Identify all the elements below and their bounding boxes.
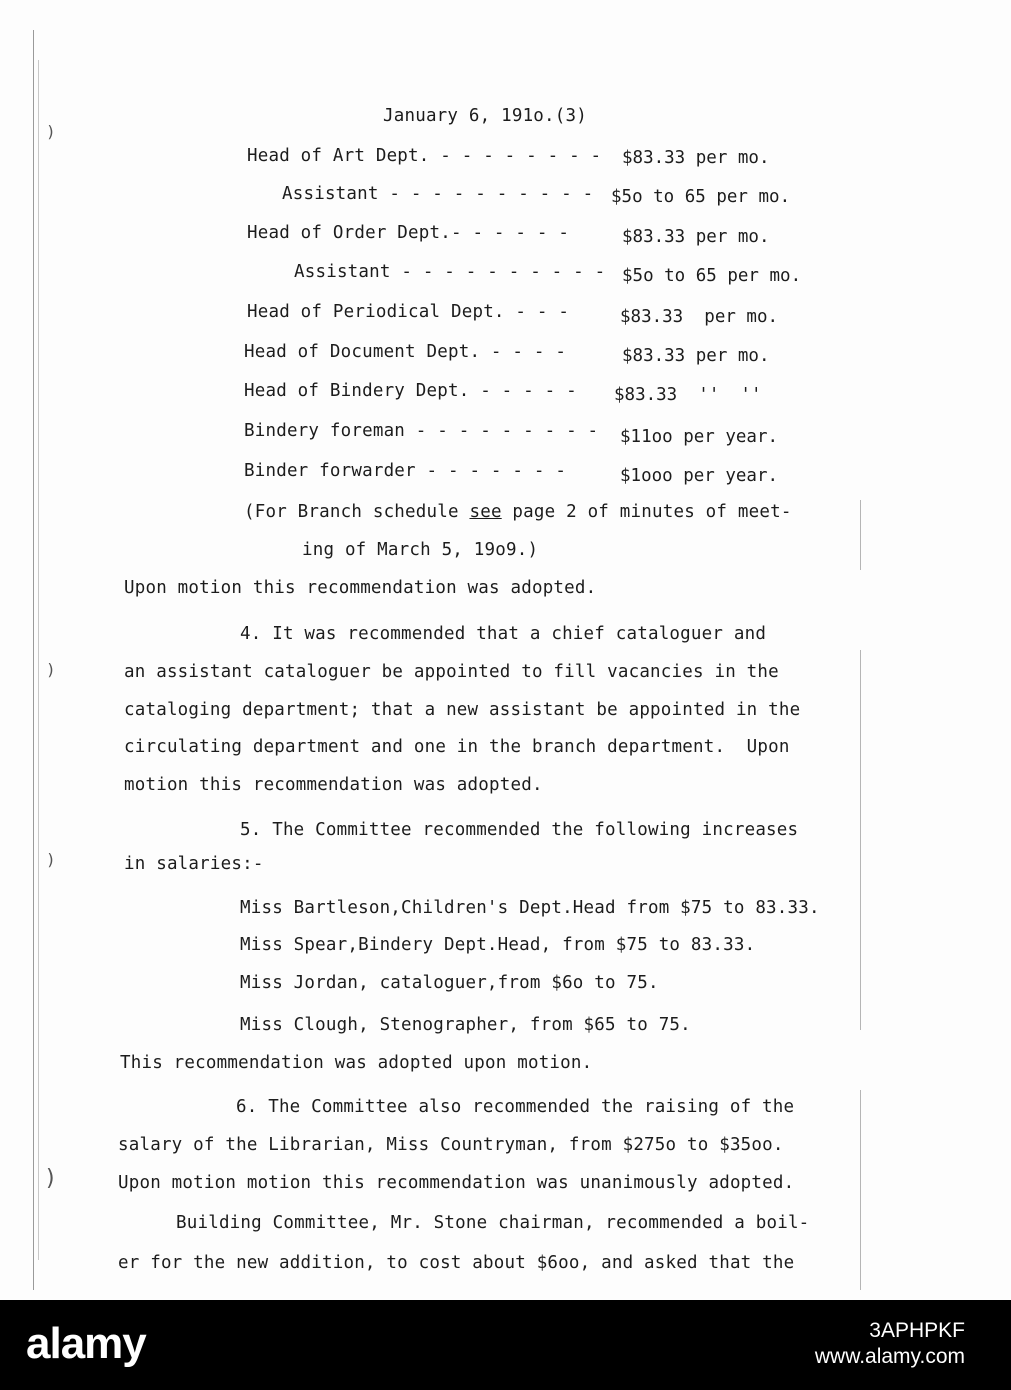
left-margin-rule — [33, 30, 34, 1290]
schedule-position: Assistant - - - - - - - - - - — [294, 262, 606, 282]
left-margin-rule-faint — [38, 60, 39, 1260]
building-line: Building Committee, Mr. Stone chairman, recommended a boil- — [176, 1213, 810, 1233]
branch-note-see: see — [469, 502, 502, 522]
branch-note-post: page 2 of minutes of meet- — [501, 502, 792, 522]
item4-line: an assistant cataloguer be appointed to fill vacancies in the — [124, 662, 779, 682]
item6-line: 6. The Committee also recommended the raising of the — [236, 1097, 795, 1117]
schedule-position: Head of Document Dept. - - - - — [244, 342, 567, 362]
schedule-position: Head of Order Dept.- - - - - - — [247, 223, 570, 243]
item6-line: Upon motion motion this recommendation was unanimously adopted. — [118, 1173, 795, 1193]
adopted-statement: This recommendation was adopted upon motion. — [120, 1053, 593, 1073]
salary-increase: Miss Jordan, cataloguer,from $6o to 75. — [240, 973, 659, 993]
schedule-position: Head of Periodical Dept. - - - — [247, 302, 570, 322]
schedule-position: Head of Bindery Dept. - - - - - — [244, 381, 577, 401]
margin-tick: ) — [44, 1166, 58, 1191]
right-edge-mark — [860, 500, 861, 570]
salary-increase: Miss Bartleson,Children's Dept.Head from $75 to 83.33. — [240, 898, 820, 918]
schedule-amount: $5o to 65 per mo. — [611, 187, 791, 207]
branch-note-line2: ing of March 5, 19o9.) — [302, 540, 539, 560]
alamy-logo — [26, 1310, 146, 1378]
salary-increase: Miss Spear,Bindery Dept.Head, from $75 to 83.33. — [240, 935, 756, 955]
branch-note-pre: (For Branch schedule — [244, 502, 470, 522]
item4-line: cataloging department; that a new assistant be appointed in the — [124, 700, 801, 720]
alamy-wordmark: alamy — [26, 1319, 146, 1368]
image-id-block — [815, 1318, 965, 1370]
site-url: www.alamy.com — [814, 1345, 965, 1368]
schedule-amount: $83.33 '' '' — [614, 385, 762, 405]
schedule-amount: $83.33 per mo. — [622, 227, 770, 247]
item5-line: in salaries:- — [124, 854, 264, 874]
schedule-amount: $83.33 per mo. — [622, 148, 770, 168]
right-edge-mark — [860, 1090, 861, 1290]
schedule-amount: $5o to 65 per mo. — [622, 266, 802, 286]
schedule-position: Bindery foreman - - - - - - - - - — [244, 421, 599, 441]
schedule-amount: $83.33 per mo. — [622, 346, 770, 366]
adopted-statement: Upon motion this recommendation was adopted. — [124, 578, 597, 598]
item5-line: 5. The Committee recommended the following increases — [240, 820, 799, 840]
schedule-amount: $83.33 per mo. — [620, 307, 779, 327]
item6-line: salary of the Librarian, Miss Countryman, from $275o to $35oo. — [118, 1135, 784, 1155]
item4-line: motion this recommendation was adopted. — [124, 775, 543, 795]
schedule-position: Head of Art Dept. - - - - - - - - — [247, 146, 602, 166]
page-heading: January 6, 191o.(3) — [383, 106, 587, 126]
item4-line: 4. It was recommended that a chief cataloguer and — [240, 624, 767, 644]
image-id: 3APHPKF — [869, 1319, 965, 1342]
right-edge-mark — [860, 650, 861, 1030]
item4-line: circulating department and one in the branch department. Upon — [124, 737, 790, 757]
schedule-amount: $1ooo per year. — [620, 466, 779, 486]
margin-tick: ) — [46, 660, 56, 679]
schedule-position: Binder forwarder - - - - - - - — [244, 461, 567, 481]
schedule-amount: $11oo per year. — [620, 427, 779, 447]
salary-increase: Miss Clough, Stenographer, from $65 to 75. — [240, 1015, 691, 1035]
margin-tick: ) — [46, 122, 56, 141]
schedule-position: Assistant - - - - - - - - - - — [282, 184, 594, 204]
margin-tick: ) — [46, 850, 56, 869]
branch-note — [244, 502, 792, 522]
building-line: er for the new addition, to cost about $6oo, and asked that the — [118, 1253, 795, 1273]
